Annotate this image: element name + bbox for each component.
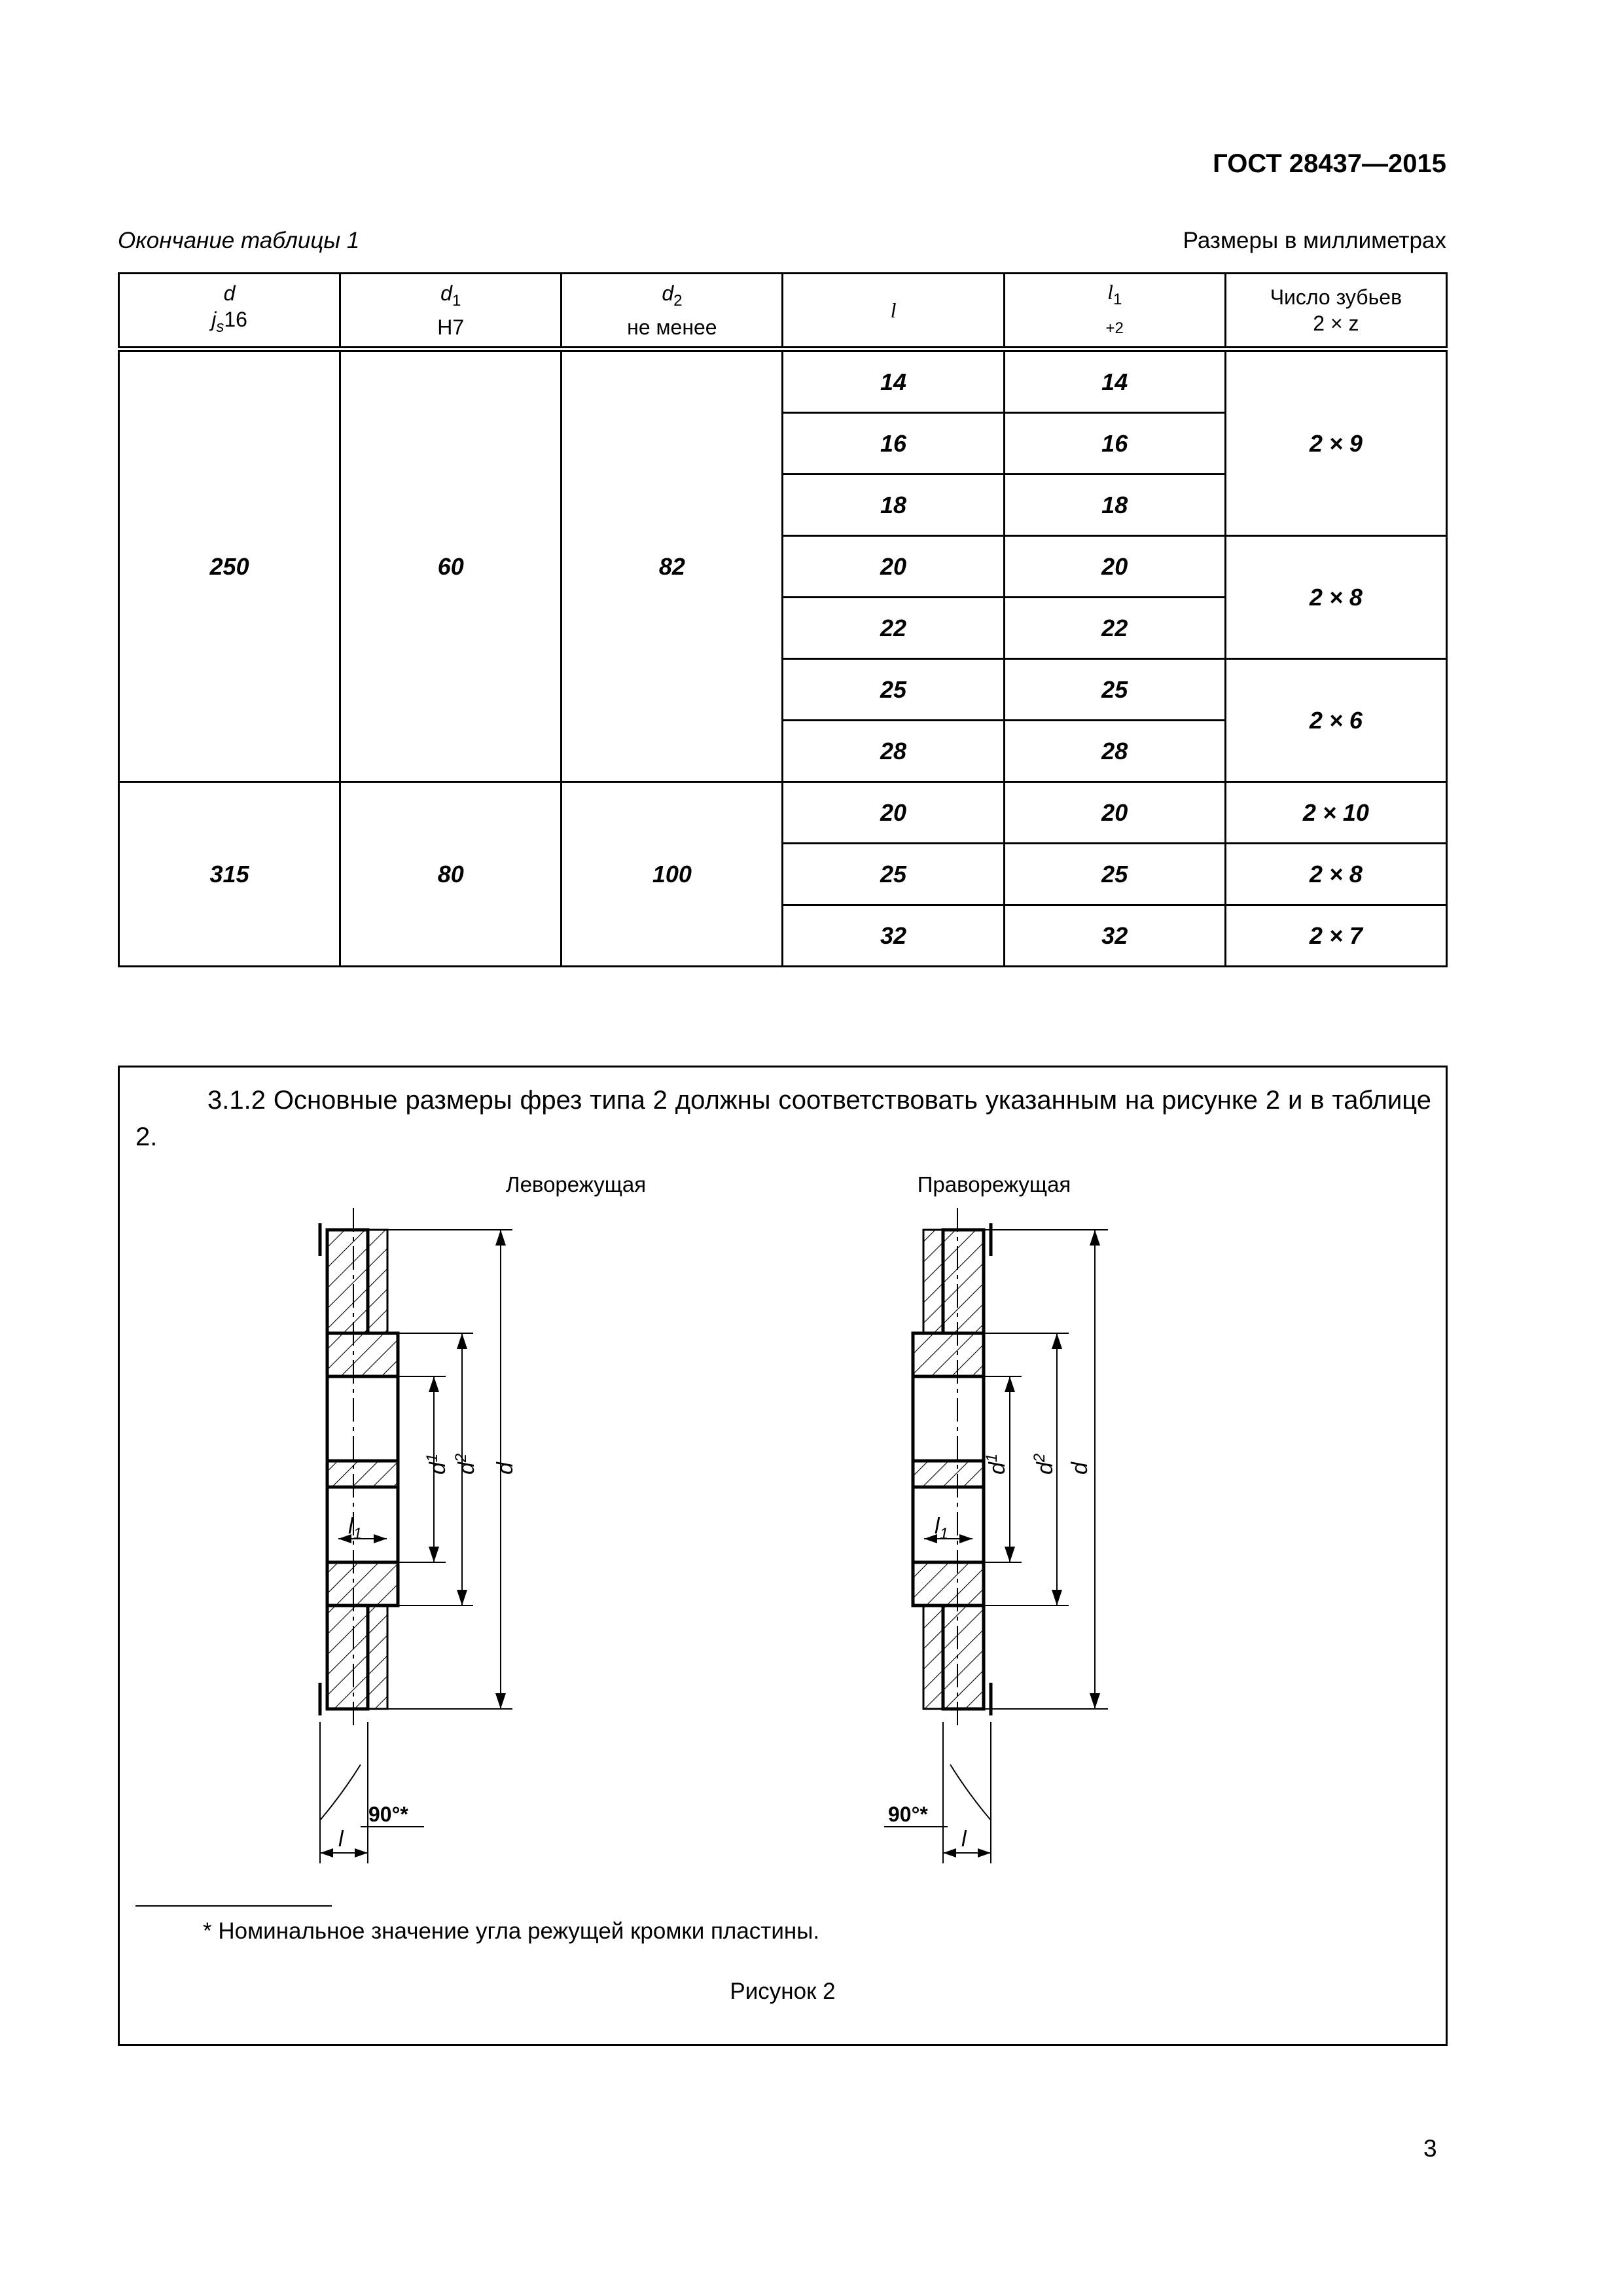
cell-l: 16	[783, 413, 1004, 475]
cell-d2: 100	[562, 782, 783, 967]
right-d1-label: $d^1$	[983, 1453, 1010, 1475]
cell-d1: 60	[340, 350, 562, 782]
left-hand-cutter-drawing	[320, 1172, 646, 1863]
left-angle-arc	[320, 1765, 361, 1820]
left-l1-label: $l_1$	[348, 1514, 362, 1543]
cell-l: 20	[783, 536, 1004, 598]
table-row	[119, 782, 1447, 844]
right-d2-label: $d^2$	[1031, 1453, 1058, 1475]
right-lower-blade-section	[943, 1605, 984, 1709]
right-l-label: l	[961, 1827, 967, 1852]
cell-l: 18	[783, 475, 1004, 536]
figure-caption: Рисунок 2	[730, 1979, 836, 2004]
right-hand-label: Праворежущая	[917, 1172, 1071, 1196]
right-angle-label: 90°*	[888, 1803, 928, 1826]
right-upper-insert	[923, 1230, 943, 1333]
cell-l1: 25	[1004, 659, 1225, 721]
cell-l: 25	[783, 844, 1004, 905]
cell-l1: 18	[1004, 475, 1225, 536]
col-header-d1: $d_1$ H7	[340, 274, 562, 350]
right-lower-bore	[913, 1487, 984, 1562]
right-upper-blade-section	[943, 1230, 984, 1333]
left-lower-blade-section	[327, 1605, 368, 1709]
right-lower-hub-section	[913, 1562, 984, 1605]
left-upper-blade-section	[327, 1230, 368, 1333]
cutter-figure	[120, 1067, 1450, 2048]
footnote-text: * Номинальное значение угла режущей кромки пластины.	[203, 1918, 820, 1944]
clause-text: 3.1.2 Основные размеры фрез типа 2 должны соответствовать указанным на рисунке 2 и в таблице 2.	[135, 1086, 1431, 1151]
cell-l1: 25	[1004, 844, 1225, 905]
right-key-section	[913, 1461, 984, 1487]
cell-d: 315	[119, 782, 340, 967]
left-l-label: l	[338, 1827, 344, 1852]
col-header-l1: $l_1$ +2	[1004, 274, 1225, 350]
left-upper-insert	[368, 1230, 387, 1333]
right-lower-insert	[923, 1605, 943, 1709]
col-header-d2: $d_2$ не менее	[562, 274, 783, 350]
clause-figure-box	[118, 1066, 1448, 2046]
cell-l: 22	[783, 598, 1004, 659]
cell-l: 25	[783, 659, 1004, 721]
cell-teeth: 2 × 8	[1225, 844, 1446, 905]
left-lower-bore	[327, 1487, 398, 1562]
table-row	[119, 350, 1447, 413]
cell-l: 14	[783, 350, 1004, 413]
col-header-teeth: Число зубьев 2 × z	[1225, 274, 1446, 350]
cell-teeth: 2 × 8	[1225, 536, 1446, 659]
cell-l1: 20	[1004, 782, 1225, 844]
left-key-section	[327, 1461, 398, 1487]
cell-teeth: 2 × 7	[1225, 905, 1446, 967]
cell-l: 28	[783, 721, 1004, 782]
cell-d: 250	[119, 350, 340, 782]
cell-l1: 32	[1004, 905, 1225, 967]
left-d1-label: $d^1$	[423, 1453, 450, 1475]
cell-l: 20	[783, 782, 1004, 844]
cell-l: 32	[783, 905, 1004, 967]
table-continuation-label: Окончание таблицы 1	[118, 228, 360, 253]
right-hand-cutter-drawing	[884, 1172, 1108, 1863]
left-upper-bore	[327, 1376, 398, 1461]
cell-l1: 28	[1004, 721, 1225, 782]
cell-teeth: 2 × 6	[1225, 659, 1446, 782]
left-d-label: d	[493, 1462, 518, 1475]
left-d2-label: $d^2$	[452, 1453, 479, 1475]
footnote-separator	[135, 1905, 332, 1907]
left-upper-hub-section	[327, 1333, 398, 1376]
right-upper-bore	[913, 1376, 984, 1461]
col-header-l: l	[783, 274, 1004, 350]
left-lower-hub-section	[327, 1562, 398, 1605]
right-upper-hub-section	[913, 1333, 984, 1376]
right-d-label: d	[1067, 1462, 1092, 1475]
dimensions-table	[118, 272, 1448, 967]
cell-l1: 16	[1004, 413, 1225, 475]
cell-teeth: 2 × 9	[1225, 350, 1446, 536]
cell-l1: 20	[1004, 536, 1225, 598]
right-l1-label: $l_1$	[935, 1514, 948, 1543]
table-header-row	[119, 274, 1447, 350]
left-angle-label: 90°*	[368, 1803, 408, 1826]
cell-d1: 80	[340, 782, 562, 967]
cell-d2: 82	[562, 350, 783, 782]
cell-l1: 22	[1004, 598, 1225, 659]
table-units-label: Размеры в миллиметрах	[1183, 228, 1446, 253]
col-header-d: d $j_s16$	[119, 274, 340, 350]
right-angle-arc	[950, 1765, 991, 1820]
cell-teeth: 2 × 10	[1225, 782, 1446, 844]
document-standard-code: ГОСТ 28437—2015	[1213, 149, 1446, 178]
cell-l1: 14	[1004, 350, 1225, 413]
left-hand-label: Леворежущая	[505, 1172, 647, 1196]
left-lower-insert	[368, 1605, 387, 1709]
table-caption	[118, 228, 1446, 260]
page-number: 3	[1423, 2135, 1437, 2162]
